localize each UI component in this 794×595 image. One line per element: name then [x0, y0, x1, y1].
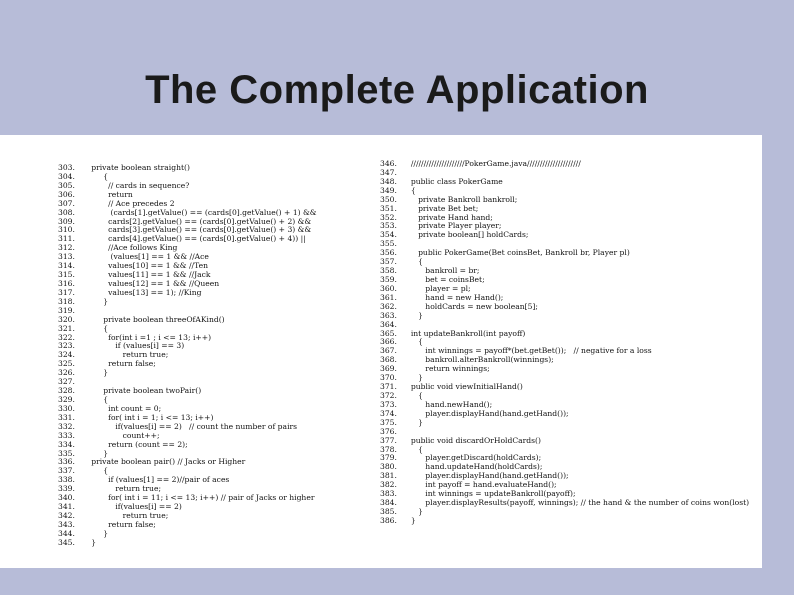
- code-line: [58, 539, 348, 548]
- line-number: 381.: [380, 471, 397, 481]
- line-number: 316.: [58, 278, 75, 288]
- line-number: 346.: [380, 159, 397, 168]
- line-number: 335.: [58, 448, 75, 458]
- code-text: cards[4].getValue() == (cards[0].getValue() + 4)) ||: [84, 234, 306, 244]
- code-text: bet = coinsBet;: [406, 274, 485, 284]
- line-number: 366.: [380, 337, 397, 347]
- code-text: return false;: [84, 519, 156, 529]
- line-number: 327.: [58, 377, 75, 387]
- code-text: if(values[i] == 2): [84, 502, 182, 512]
- code-line: [380, 178, 760, 187]
- code-text: (values[1] == 1 && //Ace: [84, 252, 209, 262]
- code-text: private boolean threeOfAKind(): [84, 314, 225, 324]
- code-text: return winnings;: [406, 364, 490, 374]
- code-text: for(int i =1 ; i <= 13; i++): [84, 332, 212, 342]
- code-line: [380, 437, 760, 446]
- code-text: //Ace follows King: [84, 243, 178, 253]
- code-text: player.getDiscard(holdCards);: [406, 453, 542, 463]
- code-text: int updateBankroll(int payoff): [406, 328, 526, 338]
- slide-title: The Complete Application: [145, 68, 649, 112]
- code-text: public PokerGame(Bet coinsBet, Bankroll br, Player pl): [406, 248, 630, 258]
- code-line: [380, 517, 760, 526]
- line-number: 362.: [380, 301, 397, 311]
- line-number: 376.: [380, 426, 397, 436]
- line-number: 339.: [58, 484, 75, 494]
- line-number: 317.: [58, 287, 75, 297]
- line-number: 350.: [380, 194, 397, 204]
- code-text: player.displayResults(payoff, winnings); // the hand & the number of coins won(lost): [406, 498, 750, 508]
- code-text: player.displayHand(hand.getHand());: [406, 471, 569, 481]
- line-number: 315.: [58, 270, 75, 280]
- code-text: int payoff = hand.evaluateHand();: [406, 480, 557, 490]
- line-number: 309.: [58, 216, 75, 226]
- line-number: 378.: [380, 444, 397, 454]
- line-number: 361.: [380, 292, 397, 302]
- line-number: 369.: [380, 364, 397, 374]
- line-number: 341.: [58, 502, 75, 512]
- line-number: 345.: [58, 537, 75, 547]
- line-number: 305.: [58, 180, 75, 190]
- code-text: {: [406, 257, 423, 267]
- line-number: 342.: [58, 510, 75, 520]
- line-number: 333.: [58, 430, 75, 440]
- line-number: 355.: [380, 239, 397, 249]
- code-text: bankroll.alterBankroll(winnings);: [406, 355, 554, 365]
- code-text: }: [406, 310, 423, 320]
- code-text: if(values[i] == 2) // count the number of pairs: [84, 421, 298, 431]
- code-text: }: [84, 448, 109, 458]
- code-text: {: [84, 171, 109, 181]
- line-number: 349.: [380, 185, 397, 195]
- line-number: 306.: [58, 189, 75, 199]
- code-text: /////////////////////PokerGame.java/////////////////////: [406, 159, 581, 168]
- line-number: 328.: [58, 386, 75, 396]
- line-number: 351.: [380, 203, 397, 213]
- line-number: 336.: [58, 457, 75, 467]
- line-number: 374.: [380, 408, 397, 418]
- code-text: hand = new Hand();: [406, 292, 504, 302]
- code-text: {: [84, 323, 109, 333]
- line-number: 382.: [380, 480, 397, 490]
- line-number: 343.: [58, 519, 75, 529]
- code-text: hand.newHand();: [406, 399, 493, 409]
- line-number: 312.: [58, 243, 75, 253]
- code-listing-right: [380, 160, 760, 526]
- code-line: [380, 508, 760, 517]
- code-text: return true;: [84, 350, 169, 360]
- code-text: player = pl;: [406, 283, 471, 293]
- line-number: 367.: [380, 346, 397, 356]
- line-number: 311.: [58, 234, 75, 244]
- code-line: [58, 298, 348, 307]
- line-number: 347.: [380, 167, 397, 177]
- code-text: private boolean twoPair(): [84, 386, 202, 396]
- line-number: 385.: [380, 506, 397, 516]
- code-line: [380, 231, 760, 240]
- code-text: }: [84, 368, 109, 378]
- line-number: 330.: [58, 403, 75, 413]
- line-number: 314.: [58, 261, 75, 271]
- line-number: 357.: [380, 257, 397, 267]
- code-text: }: [406, 515, 416, 525]
- line-number: 318.: [58, 296, 75, 306]
- code-line: [380, 330, 760, 339]
- line-number: 358.: [380, 266, 397, 276]
- code-text: player.displayHand(hand.getHand());: [406, 408, 569, 418]
- line-number: 334.: [58, 439, 75, 449]
- code-line: [380, 160, 760, 169]
- line-number: 383.: [380, 489, 397, 499]
- line-number: 324.: [58, 350, 75, 360]
- line-number: 304.: [58, 171, 75, 181]
- code-text: }: [84, 537, 97, 547]
- code-line: [58, 530, 348, 539]
- line-number: 321.: [58, 323, 75, 333]
- code-line: [380, 499, 760, 508]
- line-number: 384.: [380, 498, 397, 508]
- code-text: private Hand hand;: [406, 212, 493, 222]
- code-text: count++;: [84, 430, 160, 440]
- line-number: 338.: [58, 475, 75, 485]
- code-text: bankroll = br;: [406, 266, 480, 276]
- code-text: public void viewInitialHand(): [406, 382, 523, 392]
- line-number: 354.: [380, 230, 397, 240]
- code-text: {: [406, 185, 416, 195]
- code-text: if (values[i] == 3): [84, 341, 185, 351]
- code-text: }: [406, 417, 423, 427]
- code-line: [380, 410, 760, 419]
- code-text: int winnings = updateBankroll(payoff);: [406, 489, 576, 499]
- code-text: values[10] == 1 && //Ten: [84, 261, 208, 271]
- code-text: {: [406, 444, 423, 454]
- code-text: {: [406, 390, 423, 400]
- code-line: [380, 419, 760, 428]
- code-line: [380, 365, 760, 374]
- code-text: {: [84, 466, 109, 476]
- code-line: [380, 312, 760, 321]
- code-text: // cards in sequence?: [84, 180, 190, 190]
- code-text: private boolean straight(): [84, 163, 190, 172]
- code-text: public void discardOrHoldCards(): [406, 435, 541, 445]
- code-text: values[13] == 1); //King: [84, 287, 202, 297]
- line-number: 320.: [58, 314, 75, 324]
- line-number: 371.: [380, 382, 397, 392]
- line-number: 370.: [380, 373, 397, 383]
- line-number: 373.: [380, 399, 397, 409]
- line-number: 348.: [380, 176, 397, 186]
- line-number: 310.: [58, 225, 75, 235]
- code-text: int winnings = payoff*(bet.getBet()); // negative for a loss: [406, 346, 652, 356]
- line-number: 359.: [380, 274, 397, 284]
- line-number: 337.: [58, 466, 75, 476]
- code-text: {: [84, 394, 109, 404]
- code-line: [380, 303, 760, 312]
- line-number: 322.: [58, 332, 75, 342]
- code-text: public class PokerGame: [406, 176, 503, 186]
- code-text: holdCards = new boolean[5];: [406, 301, 538, 311]
- line-number: 303.: [58, 163, 75, 172]
- line-number: 307.: [58, 198, 75, 208]
- line-number: 331.: [58, 412, 75, 422]
- code-text: values[12] == 1 && //Queen: [84, 278, 220, 288]
- code-text: for( int i = 1; i <= 13; i++): [84, 412, 214, 422]
- line-number: 386.: [380, 515, 397, 525]
- code-text: private Bet bet;: [406, 203, 479, 213]
- line-number: 340.: [58, 493, 75, 503]
- code-text: cards[3].getValue() == (cards[0].getValue() + 3) &&: [84, 225, 312, 235]
- line-number: 308.: [58, 207, 75, 217]
- slide-footer-band: [0, 568, 794, 595]
- code-text: if (values[1] == 2)//pair of aces: [84, 475, 230, 485]
- line-number: 363.: [380, 310, 397, 320]
- code-line: [58, 369, 348, 378]
- code-text: return true;: [84, 484, 162, 494]
- line-number: 364.: [380, 319, 397, 329]
- line-number: 332.: [58, 421, 75, 431]
- line-number: 356.: [380, 248, 397, 258]
- code-line: [380, 249, 760, 258]
- line-number: 313.: [58, 252, 75, 262]
- line-number: 368.: [380, 355, 397, 365]
- code-text: private boolean[] holdCards;: [406, 230, 529, 240]
- line-number: 379.: [380, 453, 397, 463]
- code-text: return: [84, 189, 133, 199]
- line-number: 360.: [380, 283, 397, 293]
- code-text: }: [406, 373, 423, 383]
- code-listing-left: [58, 164, 348, 548]
- line-number: 326.: [58, 368, 75, 378]
- line-number: 365.: [380, 328, 397, 338]
- code-line: [380, 383, 760, 392]
- code-text: cards[2].getValue() == (cards[0].getValue() + 2) &&: [84, 216, 312, 226]
- code-text: int count = 0;: [84, 403, 162, 413]
- code-text: values[11] == 1 && //Jack: [84, 270, 211, 280]
- line-number: 375.: [380, 417, 397, 427]
- line-number: 372.: [380, 390, 397, 400]
- code-text: (cards[1].getValue() == (cards[0].getValue() + 1) &&: [84, 207, 317, 217]
- code-text: private boolean pair() // Jacks or Higher: [84, 457, 246, 467]
- code-text: }: [406, 506, 423, 516]
- line-number: 319.: [58, 305, 75, 315]
- line-number: 353.: [380, 221, 397, 231]
- code-text: hand.updateHand(holdCards);: [406, 462, 543, 472]
- line-number: 344.: [58, 528, 75, 538]
- line-number: 377.: [380, 435, 397, 445]
- code-text: private Bankroll bankroll;: [406, 194, 518, 204]
- line-number: 325.: [58, 359, 75, 369]
- line-number: 329.: [58, 394, 75, 404]
- code-text: }: [84, 528, 109, 538]
- code-text: private Player player;: [406, 221, 502, 231]
- code-text: return true;: [84, 510, 169, 520]
- code-text: // Ace precedes 2: [84, 198, 175, 208]
- code-text: return false;: [84, 359, 156, 369]
- code-text: return (count == 2);: [84, 439, 188, 449]
- line-number: 323.: [58, 341, 75, 351]
- line-number: 380.: [380, 462, 397, 472]
- code-text: }: [84, 296, 109, 306]
- code-text: for( int i = 11; i <= 13; i++) // pair of Jacks or higher: [84, 493, 315, 503]
- code-text: {: [406, 337, 423, 347]
- line-number: 352.: [380, 212, 397, 222]
